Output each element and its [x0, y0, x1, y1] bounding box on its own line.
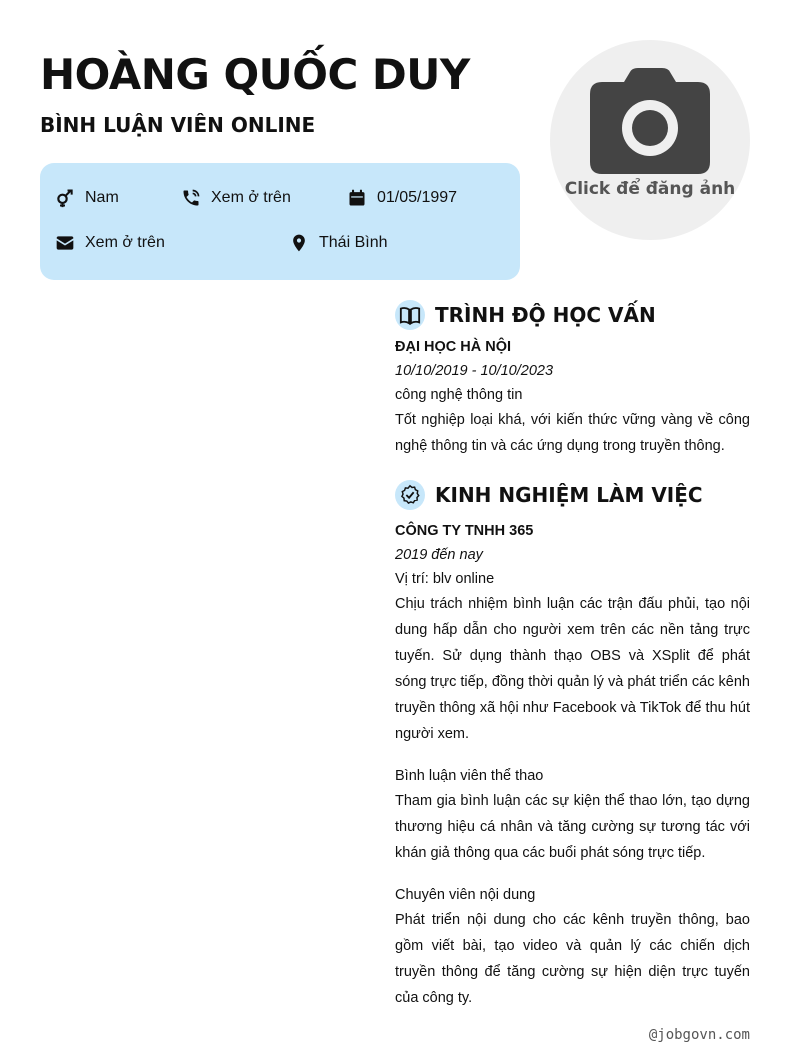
location-item	[288, 232, 387, 254]
role-description: Tham gia bình luận các sự kiện thể thao lớn, tạo dựng thương hiệu cá nhân và tăng cường sự tương tác với khán giả thông qua các buổi phát sóng trực tiếp.	[395, 793, 750, 861]
role-title: Chuyên viên nội dung	[395, 887, 536, 903]
email-value: Xem ở trên	[85, 234, 165, 251]
candidate-name: HOÀNG QUỐC DUY	[40, 50, 470, 99]
gender-icon	[54, 187, 76, 209]
role-title: Bình luận viên thể thao	[395, 768, 544, 784]
email-item	[54, 232, 165, 254]
role-entry	[395, 883, 750, 1011]
gender-item	[54, 187, 119, 209]
gender-value: Nam	[85, 189, 119, 206]
experience-position: Vị trí: blv online	[395, 571, 495, 587]
school-name: ĐẠI HỌC HÀ NỘI	[395, 339, 511, 355]
education-major: công nghệ thông tin	[395, 387, 523, 403]
birthday-item	[346, 187, 457, 209]
camera-icon	[590, 68, 710, 174]
phone-item	[180, 187, 291, 209]
photo-upload-label: Click để đăng ảnh	[564, 179, 736, 199]
location-value: Thái Bình	[319, 234, 388, 251]
envelope-icon	[54, 232, 76, 254]
experience-heading-text: KINH NGHIỆM LÀM VIỆC	[435, 483, 703, 507]
calendar-icon	[346, 187, 368, 209]
experience-heading	[395, 480, 703, 510]
education-entry	[395, 335, 750, 459]
education-heading-text: TRÌNH ĐỘ HỌC VẤN	[435, 303, 656, 327]
phone-icon	[180, 187, 202, 209]
map-pin-icon	[288, 232, 310, 254]
book-icon	[395, 300, 425, 330]
experience-period: 2019 đến nay	[395, 547, 483, 563]
education-period: 10/10/2019 - 10/10/2023	[395, 363, 554, 379]
experience-description: Chịu trách nhiệm bình luận các trận đấu phủi, tạo nội dung hấp dẫn cho người xem trên các nền tảng trực tuyến. Sử dụng thành thạo OBS và XSplit để phát sóng trực tiếp, đồng thời quản lý và phát triển các kênh truyền thông xã hội như Facebook và TikTok để thu hút người xem.	[395, 596, 750, 742]
badge-check-icon	[395, 480, 425, 510]
birthday-value: 01/05/1997	[377, 189, 458, 206]
education-heading	[395, 300, 656, 330]
role-entry	[395, 764, 750, 866]
personal-info-box	[40, 163, 520, 280]
role-description: Phát triển nội dung cho các kênh truyền thông, bao gồm viết bài, tạo video và quản lý các chiến dịch truyền thông để tăng cường sự hiện diện trực tuyến của công ty.	[395, 912, 750, 1006]
experience-entry	[395, 519, 750, 747]
job-title: BÌNH LUẬN VIÊN ONLINE	[40, 113, 316, 137]
company-name: CÔNG TY TNHH 365	[395, 523, 534, 539]
footer-watermark: @jobgovn.com	[648, 1027, 750, 1043]
photo-upload[interactable]	[550, 40, 750, 240]
phone-value: Xem ở trên	[211, 189, 291, 206]
education-description: Tốt nghiệp loại khá, với kiến thức vững vàng về công nghệ thông tin và các ứng dụng trong truyền thông.	[395, 412, 750, 454]
